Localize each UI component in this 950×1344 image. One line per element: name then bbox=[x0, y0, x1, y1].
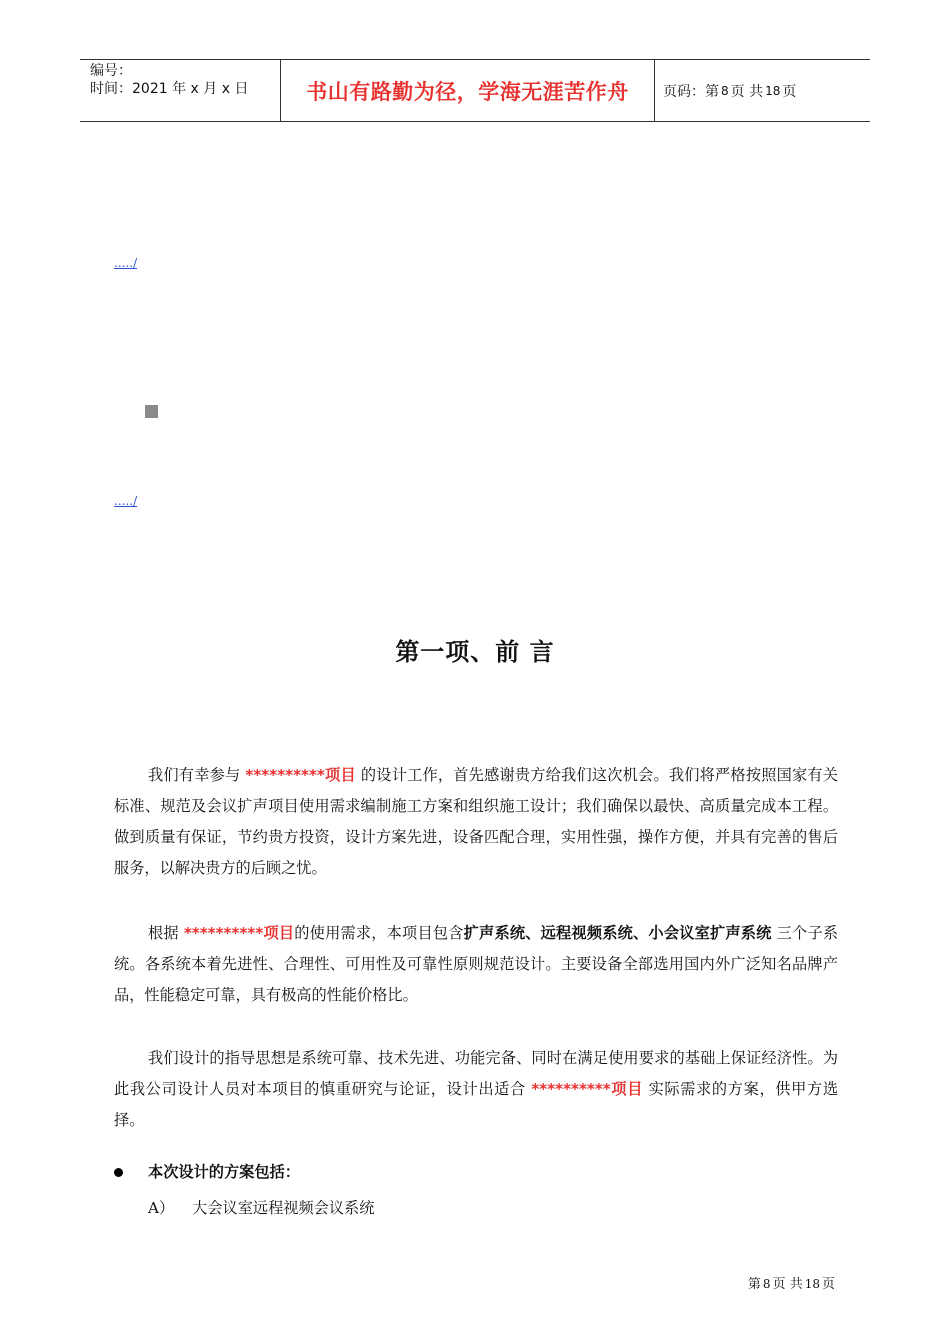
p3-text-b: 实际需求的方案，供甲方选择。 bbox=[114, 1080, 839, 1129]
p2-text-a: 根据 bbox=[148, 924, 184, 942]
bullet-item bbox=[114, 1160, 300, 1184]
footer-prefix: 第 bbox=[747, 1277, 761, 1292]
header-page-number bbox=[655, 60, 870, 121]
page-header bbox=[80, 59, 870, 122]
footer-suffix: 页 bbox=[821, 1277, 835, 1292]
p2-text-b: 的使用需求，本项目包含 bbox=[294, 924, 464, 942]
p2-text-c: 三个子系统。各系统本着先进性、合理性、可用性及可靠性原则规范设计。主要设备全部选用国内外广泛知名品牌产品，性能稳定可靠，具有极高的性能价格比。 bbox=[114, 924, 839, 1004]
page-mid: 页 共 bbox=[730, 83, 764, 100]
sub-item-a bbox=[148, 1196, 374, 1220]
p3-text-a: 我们设计的指导思想是系统可靠、技术先进、功能完备、同时在满足使用要求的基础上保证经济性。为此我公司设计人员对本项目的慎重研究与论证，设计出适合 bbox=[114, 1049, 838, 1098]
placeholder-square-icon bbox=[145, 405, 158, 418]
link-2[interactable]: ...../ bbox=[114, 494, 138, 508]
header-motto: 书山有路勤为径，学海无涯苦作舟 bbox=[281, 60, 655, 121]
date-line bbox=[90, 80, 280, 98]
serial-label: 编号： bbox=[90, 63, 132, 79]
date-label: 时间： bbox=[90, 81, 132, 97]
page-total: 18 bbox=[765, 83, 781, 98]
sub-item-text: 大会议室远程视频会议系统 bbox=[192, 1199, 375, 1217]
date-rest: 年 x 月 x 日 bbox=[172, 81, 249, 97]
p1-project-name: **********项目 bbox=[245, 766, 356, 784]
p2-systems: 扩声系统、远程视频系统、小会议室扩声系统 bbox=[463, 924, 772, 942]
page-prefix: 页码：第 bbox=[663, 83, 719, 100]
section-title: 第一项、前 言 bbox=[395, 637, 555, 666]
sub-item-letter: A） bbox=[148, 1199, 175, 1217]
header-meta bbox=[80, 60, 281, 121]
paragraph-3 bbox=[114, 1043, 838, 1136]
bullet-text: 本次设计的方案包括： bbox=[148, 1163, 300, 1181]
p3-project-name: **********项目 bbox=[531, 1080, 644, 1098]
footer-num: 8 bbox=[762, 1277, 771, 1291]
page-num: 8 bbox=[721, 83, 729, 98]
p2-project-name: **********项目 bbox=[183, 924, 295, 942]
page-footer bbox=[748, 1273, 835, 1292]
p1-text-b: 的设计工作，首先感谢贵方给我们这次机会。我们将严格按照国家有关标准、规范及会议扩声项目使用需求编制施工方案和组织施工设计；我们确保以最快、高质量完成本工程。做到质量有保证，节约贵方投资，设计方案先进，设备匹配合理，实用性强，操作方便，并具有完善的售后服务，以解决贵方的后顾之忧。 bbox=[114, 766, 838, 877]
paragraph-1 bbox=[114, 760, 838, 884]
link-1[interactable]: ...../ bbox=[114, 256, 138, 270]
bullet-dot-icon bbox=[114, 1168, 123, 1177]
footer-total: 18 bbox=[804, 1277, 820, 1291]
date-year: 2021 bbox=[132, 81, 168, 97]
p1-text-a: 我们有幸参与 bbox=[148, 766, 246, 784]
paragraph-2 bbox=[114, 918, 838, 1011]
footer-mid: 页 共 bbox=[772, 1277, 803, 1292]
page-suffix: 页 bbox=[782, 83, 797, 100]
